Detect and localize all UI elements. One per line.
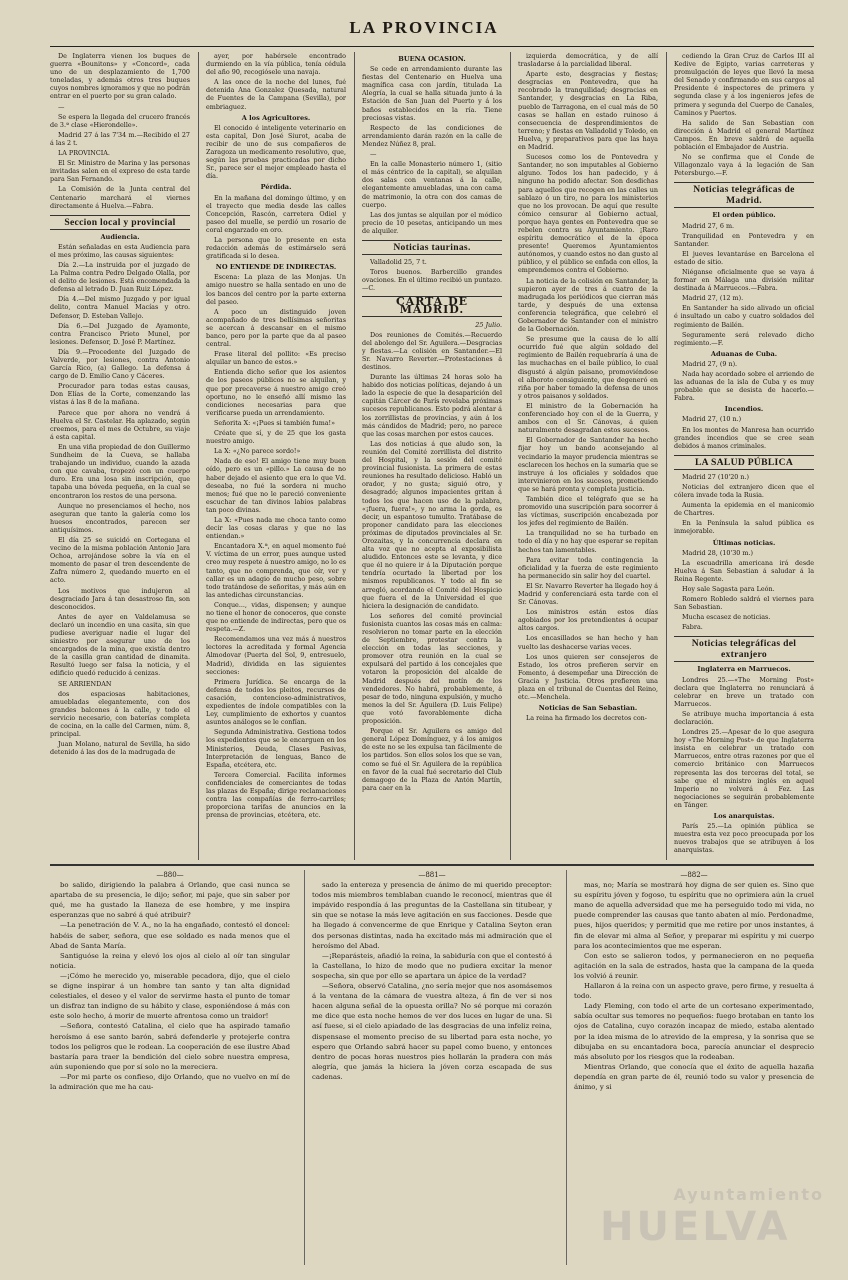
article-paragraph: El día 25 se suicidó en Cortegana el vecino de la misma población Antonio Jara Ochoa, arrojándose sobre la vía en el momento de pasar el tren descendente de Zafra número 2, quedando muerto en el acto. xyxy=(50,535,190,585)
feuilleton-divider xyxy=(566,870,567,1265)
article-paragraph: Madrid 27, (12 m). xyxy=(682,294,744,303)
article-paragraph: Lady Fleming, con todo el arte de un cortesano experimentado, sabía ocultar sus temores no pequeños: fuego brotaban en tanto los ojos de Catalina, cuyo corazón incapaz de miedo, estaba alentado por la idea misma de lo atrevido de la empresa, y la sonrisa que se dibujaba en su encantadora boca, parecía anunciar el desprecio más absoluto por los riesgos que la rodeaban. xyxy=(574,1002,814,1061)
article-paragraph: Mientras Orlando, que conocía que el éxito de aquella hazaña dependía en gran parte de él, reunió todo su valor y presencia de ánimo, y si xyxy=(574,1062,814,1091)
article-paragraph: Madrid 27 (10'20 n.) xyxy=(682,472,750,481)
article-paragraph: sado la entereza y presencia de ánimo de mi querido preceptor: todos mis miembros temblaban cuando le reconocí, mientras que él impávido respondía á las preguntas de la Castellana sin titubear, y sin que se notase la más leve agitación en sus facciones. Desde que ha llegado á convencerme de que Enrique y Catalina Seyton eran dos personas distintas, nada ha excitado más mi admiración que el heroísmo del Abad. xyxy=(312,881,552,950)
article-paragraph: Se espera la llegada del crucero francés de 3.ª clase «Hierondelle». xyxy=(50,112,190,129)
article-paragraph: En la calle Monasterio número 1, (sitio el más céntrico de la capital), se alquilan dos salas con ventanas á la calle, elegantemente amuebladas, una con cama de matrimonio, la otra con dos camas de cuerpo. xyxy=(362,160,502,209)
article-paragraph: Sucesos como los de Pontevedra y Santander, no son imputables al Gobierno alguno. Todos los han padecido, y á ninguno ha podido afectar. Son desdichas para aquellos que recogen en las calles un sablazo ó un tiro, no para los ministerios que no los provocan. De aquí que resulte cómico censurar al Gobierno actual, porque haya gentes en Pontevedra que se rebelen contra su Ayuntamiento. ¡Raro espíritu democrático el de la época presente! Queremos Ayuntamientos autónomos, y cuando estos no dan gusto al público, y el público se enfada con ellos, la emprendemos contra el Gobierno. xyxy=(518,153,658,275)
article-paragraph: Hoy sale Sagasta para León. xyxy=(682,584,775,593)
subsection-title: Incendios. xyxy=(724,405,764,414)
article-paragraph: Antes de ayer en Valdelamusa se declaró un incendio en una casita, sin que pudiese averiguar nadie el lugar del siniestro por asegurar uno de los encargados de la mina, que existía dentro de la casilla gran cantidad de dinamita. Resultó luego ser falsa la noticia, y el edificio quedó reducido á cenizas. xyxy=(50,612,190,678)
article-paragraph: Segunda Administrativa. Gestiona todos los expedientes que se le encarguen en los Ministerios, Deuda, Clases Pasivas, Interpretación de lenguas, Banco de España, etcétera, etc. xyxy=(206,728,346,769)
article-paragraph: Valladolid 25, 7 t. xyxy=(370,257,427,266)
article-paragraph: Tercera Comercial. Facilita informes confidenciales de comerciantes de todas las plazas de España; dirige reclamaciones contra las compañías de ferro-carriles; proporciona tarifas de anuncios en la prensa de provincias, etcétera, etc. xyxy=(206,770,346,820)
article-paragraph: París 25.—La opinión pública se muestra esta vez poco preocupada por los nuevos trabajos que se atribuyen á los anarquistas. xyxy=(674,822,814,855)
article-paragraph: Se cede en arrendamiento durante las fiestas del Centenario en Huelva una magnífica casa con jardín, titulada La Alegría, la cual se halla situada junto á la Estación de San Juan del Puerto y á los baños establecidos en la ría. Tiene preciosas vistas. xyxy=(362,65,502,122)
article-paragraph: Juan Molano, natural de Sevilla, ha sido detenido á las dos de la madrugada de xyxy=(50,740,190,757)
column-divider xyxy=(510,52,511,860)
subsection-title: A los Agricultores. xyxy=(241,113,311,122)
article-paragraph: Durante las últimas 24 horas solo ha habido dos noticias políticas, dejando á un lado la especie de que la desaparición del capitán Cárcer de París revelaba próximas sucesos republicanos. Esto podrá alentar á los zorrillistas de provincias, y aún á los más cándidos de Madrid; pero, no parece que las cosas marchen por estos cauces. xyxy=(362,373,502,438)
subsection-title: Pérdida. xyxy=(260,183,292,192)
summary-line: Dos reuniones de Comités.—Recuerdo del abolengo del Sr. Aguilera.—Desgracias y fiestas.—La colisión en Santander.—El Sr. Navarro Reverter.—Protestaciones á destinos. xyxy=(362,330,502,371)
article-paragraph: La X: «Pues nada me choca tanto como decir las cosas claras y que no las entiendan.» xyxy=(206,515,346,541)
feuilleton-column-1 xyxy=(50,870,290,1265)
subsection-title: Los anarquistas. xyxy=(713,812,775,821)
subsection-title: BUENA OCASION. xyxy=(398,55,466,63)
article-paragraph: En los montes de Manresa han ocurrido grandes incendios que se cree sean debidos á manos criminales. xyxy=(674,425,814,450)
section-title: Noticias taurinas. xyxy=(362,240,502,255)
article-paragraph: bo salido, dirigiendo la palabra á Orlando, que casi nunca se apartaba de su presencia, le dijo; señor, mi paje, que sin saber por qué, me ha gustado la llaneza de ese hombre, y me inspira esperanzas que no sabré á qué atribuir? xyxy=(50,881,290,920)
article-paragraph: El ministro de la Gobernación ha conferenciado hoy con el de la Guerra, y ambos con el Sr. Cánovas, á quien naturalmente desagradan estos sucesos. xyxy=(518,401,658,435)
article-paragraph: Se atribuye mucha importancia á esta declaración. xyxy=(674,709,814,726)
article-paragraph: A las once de la noche del lunes, fué detenida Ana Gonzalez Quesada, natural de Fuentes de la Campana (Sevilla), por embriaguez. xyxy=(206,78,346,111)
article-paragraph: Aumenta la epidemia en el manicomio de Chartres. xyxy=(674,501,814,518)
article-paragraph: Mucha escasez de noticias. xyxy=(682,613,771,622)
article-paragraph: Con esto se salieron todos, y permanecieron en no pequeña agitación en la sala de estrados, hasta que la campana de la queda los volvió á reunir. xyxy=(574,951,814,980)
article-paragraph: Señorita X: «¡Pues si también fuma!» xyxy=(214,418,336,427)
news-columns xyxy=(50,52,814,860)
article-paragraph: Día 4.—Del mismo Juzgado y por igual delito, contra Manuel Macías y otro. Defensor, D. Esteban Vallejo. xyxy=(50,295,190,320)
article-paragraph: dos espaciosas habitaciones, amuebladas elegantemente, con dos grandes balcones á la calle, y todo el servicio necesario, con baterías completa de cocina, en la calle del Carmen, núm. 8, principal. xyxy=(50,689,190,739)
feuilleton-column-2 xyxy=(312,870,552,1265)
page-number: —880— xyxy=(156,871,184,879)
column-5 xyxy=(674,52,814,860)
page-number: —881— xyxy=(418,871,446,879)
subsection-title: El orden público. xyxy=(712,211,776,220)
article-paragraph: La reina ha firmado los decretos con- xyxy=(526,714,647,723)
article-paragraph: En Santander ha sido alivado un oficial é insultado un cabo y cuatro soldados del regimiento de Bailén. xyxy=(674,304,814,329)
article-paragraph: Toros buenos. Barbercillo grandes ovaciones. En el último recibió un puntazo.—C. xyxy=(362,268,502,293)
article-paragraph: La X: «¿No parece sordo!» xyxy=(214,447,301,456)
article-paragraph: Entienda dicho señor que los asientos de los paseos públicos no se alquilan, y que por precaverse á nuestro amigo creó oportuno, no le enseñó allí mismo las condiciones necesarias para que verificarse pueda un arrendamiento. xyxy=(206,368,346,417)
article-paragraph: —¡Cómo he merecido yo, miserable pecadora, dijo, que el cielo se digne inspirar á un hombre tan santo y tan alta dignidad celestiales, el deseo y el valor de servirme hasta el punto de tomar un disfraz tan indigno de su hábito y clase, esponiéndose á más con este solo hecho, á morir de muerte afrentosa como un traidor! xyxy=(50,971,290,1021)
column-divider xyxy=(354,52,355,860)
subsection-title: Audiencia. xyxy=(100,232,140,241)
article-paragraph: A poco un distinguido joven acompañado de tres bellísimas señoritas se acercan á descansar en el mismo banco, pero por la parte que da al paseo central. xyxy=(206,307,346,349)
subsection-title: Noticias de San Sebastian. xyxy=(538,704,638,713)
article-paragraph: El conocido é inteligente veterinario en esta capital, Don José Siurot, acaba de recibir de uno de sus compañeros de Zaragoza un medicamento resolutivo, que, según las pruebas practicadas por dicho Sr., parece ser el mejor empleado hasta el día. xyxy=(206,123,346,181)
article-paragraph: Madrid 28, (10'30 m.) xyxy=(682,548,753,557)
article-paragraph: En una viña propiedad de don Guillermo Sundheim de la Cueva, se hallaba trabajando un individuo, cuando la azada con que cavaba, tropezó con un cuerpo duro. Era una losa sin inscripción, que tapaba una bóveda pequeña, en la cual se encontraron los restos de una persona. xyxy=(50,442,190,500)
article-paragraph: cediendo la Gran Cruz de Carlos III al Kedive de Egipto, varias carreteras y promulgación de leyes que llevó la mesa del Senado y confirmando en sus cargos al Presidente é inspectores de primera y segunda clase y á los ingenieros jefes de primera y segunda del Cuerpo de Canales, Caminos y Puertos. xyxy=(674,52,814,117)
masthead-rule xyxy=(50,46,814,47)
article-paragraph: Ha salido de San Sebastian con dirección á Madrid el general Martínez Campos. En breve saldrá de aquella población el Embajador de Austria. xyxy=(674,118,814,152)
column-1 xyxy=(50,52,190,860)
article-paragraph: Madrid 27, (9 n). xyxy=(682,359,738,368)
watermark-small: Ayuntamiento xyxy=(673,1185,824,1204)
article-paragraph: Aunque no presenciamos el hecho, nos aseguran que tanto la galería como los huesos encontrados, parecen ser antiquísimos. xyxy=(50,501,190,534)
section-title: Seccion local y provincial xyxy=(50,215,190,230)
article-paragraph: En la mañana del domingo último, y en el trayecto que media desde las calles Concepción, Rascón, carretera Odiel y paseo del muelle, se perdió un rosario de coral engarzado en oro. xyxy=(206,193,346,234)
column-4 xyxy=(518,52,658,860)
column-divider xyxy=(666,52,667,860)
section-title: CARTA DE MADRID. xyxy=(362,296,502,316)
article-paragraph: Día 2.—La instruida por el juzgado de La Palma contra Pedro Delgado Olalla, por el delito de lesiones. Está encomendada la defensa al letrado D. Juan Ruiz López. xyxy=(50,260,190,294)
article-paragraph: mas, no; María se mostrará hoy digna de ser quien es. Sino que su espíritu jóven y fogoso, tu espíritu que no oprimiera aún la cruel mano de aquella adversidad que me ha perseguido todo mi vida, no puede comprender las causas que tanto abaten al mío. Perdonadme, pues, hijos queridos; y permitid que me retire por unos instantes, á fin de elevar mi alma al Señor, y preparar mi espíritu y mi cuerpo para los acontecimientos que me esperan. xyxy=(574,881,814,950)
article-paragraph: — xyxy=(58,102,65,111)
article-paragraph: Londres 25.—«The Morning Post» declara que Inglaterra no renunciará á celebrar en breve un tratado con Marruecos. xyxy=(674,675,814,708)
article-paragraph: Los ministros están estos días agobiados por los pretendientes á ocupar altos cargos. xyxy=(518,608,658,633)
article-paragraph: Los unos quieren ser consejeros de Estado, los otros prefieren servir en Fomento, á desempeñar una Dirección de Gracia y Justicia. Otros prefieren una plaza en el tribunal de Cuentas del Reino, etc.—Menchela. xyxy=(518,652,658,702)
archive-watermark xyxy=(600,1185,830,1265)
article-paragraph: ayer, por habérsele encontrado durmiendo en la vía pública, tenía cédula del año 90, recogiósele una navaja. xyxy=(206,52,346,77)
article-paragraph: — xyxy=(370,150,377,159)
article-paragraph: —La penetración de V. A., no la ha engañado, contestó el doncel: habéis de saber, señora, que ese soldado es nada menos que el Abad de Santa María. xyxy=(50,921,290,950)
article-paragraph: Seguramente será relevado dicho regimiento.—F. xyxy=(674,330,814,347)
article-paragraph: Los encasillados se han hecho y han vuelto las deshacerse varias veces. xyxy=(518,634,658,651)
article-paragraph: No se confirma que el Conde de Villagonzalo vaya á la legación de San Petersburgo.—F. xyxy=(674,153,814,178)
article-paragraph: El jueves levantaráse en Barcelona el estado de sitio. xyxy=(674,249,814,266)
article-paragraph: La Comisión de la Junta central del Centenario marchará el viernes directamente á Huelva.—Fabra. xyxy=(50,185,190,210)
article-paragraph: Respecto de las condiciones de arrendamiento darán razón en la calle de Mendez Núñez 8, pral. xyxy=(362,123,502,148)
article-paragraph: La escuadrilla americana irá desde Huelva á San Sebastian á saludar á la Reina Regente. xyxy=(674,558,814,583)
section-title: Noticias telegráficas de Madrid. xyxy=(674,182,814,208)
article-paragraph: Londres 25.—Apesar de lo que asegura hoy «The Morning Post» de que Inglaterra insista en celebrar un tratado con Marruecos, entre otras razones por que el comercio británico con Marruecos representa las dos terceras del total, se sabe que el ministro inglés en aquel Imperio no volverá á Fez. Las negociaciones se seguirán probablemente en Tánger. xyxy=(674,728,814,809)
article-paragraph: Madrid 27, 6 m. xyxy=(682,221,735,230)
article-paragraph: Créate que sí, y de 25 que los gasta nuestro amigo. xyxy=(206,429,346,446)
article-paragraph: Romero Robledo saldrá el viernes para San Sebastian. xyxy=(674,595,814,612)
subsection-title: Últimas noticias. xyxy=(712,538,776,547)
page-number: —882— xyxy=(680,871,708,879)
article-paragraph: Noticias del extranjero dicen que el cólera invade toda la Rusia. xyxy=(674,482,814,500)
section-title: LA SALUD PÚBLICA xyxy=(674,455,814,470)
article-paragraph: Madrid 27, (10 n.) xyxy=(682,415,742,424)
article-paragraph: Se presume que la causa de lo allí ocurrido fué que algún soldado del regimiento de Bailén requebraría á una de las muchachas en el baile público, lo cual disgustó á algún paisano, promoviéndose el alboroto consiguiente, que degeneró en riña por haber tomado la defensa de unos y otros paisanos y soldados. xyxy=(518,335,658,400)
article-paragraph: Fabra. xyxy=(682,623,703,632)
article-paragraph: De Inglaterra vienen los buques de guerra «Bounitons» y «Concord», cada uno de un desplazamiento de 1,700 toneladas, y además otros tres buques cuyos nombres ignoramos y que no podrán entrar en el puerto por su gran calado. xyxy=(50,52,190,101)
article-paragraph: —¡Reparásteis, añadió la reina, la sabiduría con que el contestó á la Castellana, lo hizo de modo que no pudiera excitar la menor sospecha, sin que por ello se apartara un ápice de la verdad? xyxy=(312,951,552,980)
article-paragraph: Las dos juntas se alquilan por el módico precio de 10 pesetas, anticipando un mes de alquiler. xyxy=(362,210,502,235)
section-title: Noticias telegráficas del extranjero xyxy=(674,636,814,662)
article-paragraph: Para evitar toda contingencia la oficialidad y la fuerza de este regimiento ha permanecido sin salir hoy del cuartel. xyxy=(518,555,658,580)
article-paragraph: —Señora, contestó Catalina, el cielo que ha aspirado tamaño heroísmo á ese santo barón, sabrá defenderle y protejerle contra todos los peligros que le rodean. La cooperación de ese ilustre Abad bastaría para traer la bendición del cielo sobre nuestra empresa, aún suponiendo que por sí solo no la mereciera. xyxy=(50,1022,290,1071)
feuilleton-rule xyxy=(50,864,814,866)
subsection-title: Inglaterra en Marruecos. xyxy=(697,665,791,674)
article-paragraph: SE ARRIENDAN xyxy=(58,679,112,688)
article-paragraph: Nada de eso! El amigo tiene muy buen oído, pero es un «pillo.» La causa de no haber dejado el asiento que era lo que Vd. deseaba, no fué la sordera ni mucho menos; fué que no le pareció conveniente escuchar de tan divinos labios palabras tan poco divinas. xyxy=(206,457,346,514)
article-paragraph: También dice el telégrafo que se ha promovido una suscripción para socorrer á las víctimas, suscripción encabezada por los jefes del regimiento de Bailén. xyxy=(518,494,658,528)
article-paragraph: izquierda democrática, y de allí trasladarse á la parcialidad liberal. xyxy=(518,52,658,69)
article-paragraph: Recomendamos una vez más á nuestros lectores la acreditada y formal Agencia Almodovar (Puerta del Sol, 9, entresuelo, Madrid), dividida en las siguientes secciones: xyxy=(206,635,346,676)
column-2 xyxy=(206,52,346,860)
article-paragraph: Día 6.—Del Juzgado de Ayamonte, contra Francisco Prieto Munel, por lesiones. Defensor, D. José P. Martínez. xyxy=(50,321,190,346)
article-paragraph: Las dos noticias á que aludo son, la reunión del Comité zorrillista del distrito del Hospital, y la sesión del comité provincial fusionista. La primera de estas reuniones ha resultado delicioso. Habló un orador, y no gusta; siguió otro, y desagradó; algunos impacientes gritan á todos los que hacen uso de la palabra, «¡fuera, fuera!», y no arma la gorda, es decir, un espantoso tumulto. Tratábase de proponer candidato para las elecciones próximas de diputados provinciales al Sr. Orozaitas, y la concurrencia declara en alta voz que no acepta al exposibilista aludido. Entonces este se levanta, y dice que él no quiere ir á la Diputación porque tendría ocurtado la libertad por los mismos republicanos. Y todo al fin se arregló, acordando el Comité del Hospicio que fuera el de la Universidad el que hiciera la designación de candidato. xyxy=(362,439,502,610)
article-paragraph: Niéganse oficialmente que se vaya á formar en Málaga una división militar destinada á Marruecos.—Fabra. xyxy=(674,267,814,293)
article-paragraph: La noticia de la colisión en Santander, la supieron ayer de tres á cuatro de la madrugada los periódicos que cierran más tarde, y después de una extensa conferencia telegráfica, que celebró el Gobernador de Santander con el ministro de la Gobernación. xyxy=(518,276,658,334)
article-paragraph: Conque..., vidas, dispensen; y aunque no tiene el honor de conoceros, que conste que no entiende de indirectas, pero que os respeta.—Z. xyxy=(206,600,346,634)
article-paragraph: LA PROVINCIA. xyxy=(58,149,110,158)
article-paragraph: El Sr. Navarro Reverter ha llegado hoy á Madrid y conferenciará esta tarde con el Sr. Cánovas. xyxy=(518,581,658,607)
article-paragraph: Procurador para todas estas causas, Don Elías de la Corte, comenzando las vistas á las 8 de la mañana. xyxy=(50,382,190,407)
article-paragraph: Parece que por ahora no vendrá á Huelva el Sr. Castelar. Ha aplazado, según creemos, para el mes de Octubre, su viaje á esta capital. xyxy=(50,408,190,441)
column-3 xyxy=(362,52,502,860)
article-paragraph: Tranquilidad en Pontevedra y en Santander. xyxy=(674,231,814,248)
article-paragraph: Hallaron á la reina con un aspecto grave, pero firme, y resuelta á todo. xyxy=(574,982,814,1001)
column-divider xyxy=(198,52,199,860)
article-paragraph: Nada hay acordado sobre el arriendo de las aduanas de la isla de Cuba y es muy probable que se desista de hacerlo.—Fabra. xyxy=(674,370,814,403)
article-paragraph: Los señores del comité provincial fusionista cuantos las cosas más en calma: resolvieron no tomar parte en la elección de Septiembre, protestar contra la elección en todas las secciones, y promover otra reunión en la cual se expulsará del partido á los concejales que votaron la proposición del alcalde de Madrid después del motín de los vendedores. No habrá, probablemente, á pesar de todo, ninguna expulsión, y mucho menos la del Sr. Aguilera (D. Luis Felipe) que votó favorablemente dicha proposición. xyxy=(362,611,502,726)
article-paragraph: Están señaladas en esta Audiencia para el mes próximo, las causas siguientes: xyxy=(50,242,190,259)
article-paragraph: El Sr. Ministro de Marina y las personas invitadas salen en el expreso de esta tarde para San Fernando. xyxy=(50,159,190,184)
article-paragraph: Encantadora X.ª, en aquel momento fué V. víctima de un error, pues aunque usted creo muy respete á nuestro amigo, no lo es tanto, que no comprenda, que oír, ver y callar es un adagio de mucho peso, sobre todo tratándose de señoritas, y más aún en las antedichas circunstancias. xyxy=(206,542,346,599)
article-paragraph: En la Península la salud pública es inmejorable. xyxy=(674,519,814,536)
article-paragraph: La persona que lo presente en esta redacción además de estimárselo será gratificada si lo desea. xyxy=(206,235,346,261)
article-paragraph: —Señora, observó Catalina, ¿no sería mejor que nos asomásemos á la ventana de la cámara de vuestra alteza, á fin de ver si nos hacen alguna señal de la opuesta orilla? No sé porque mi corazón me dice que esta noche hemos de ver dos luces en lugar de una. Si así fuese, si el cielo apiadado de las desgracias de una infeliz reina, dispensase el momento preciso de su libertad para esta noche, yo espero que Orlando sabrá hacer su papel como bueno, y entonces dentro de pocas horas nuestros pies hollarán la pradera con más alegría, que jamás la hiciera la jóven corza escapada de sus cadenas. xyxy=(312,982,552,1081)
article-paragraph: La tranquilidad no se ha turbado en todo el día y no hay que esperar se repitan hechos tan lamentables. xyxy=(518,529,658,554)
article-paragraph: Primera Jurídica. Se encarga de la defensa de todos los pleitos, recursos de casación, contencioso-administrativos, expedientes de índole compatibles con la Ley, cumplimiento de exhortos y cuantos asuntos análogos se le confían. xyxy=(206,677,346,727)
dateline: 25 Julio. xyxy=(475,320,502,329)
article-paragraph: Porque el Sr. Aguilera es amigo del general López Domínguez, y á los amigos de este no se les expulsa tan fácilmente de los partidos. Son ellos solos los que se van, como se fué el Sr. Aguilera de la república en favor de la cual fué secretario del Club demagogo de la Plaza de Antón Martín, para caer en la xyxy=(362,727,502,792)
article-paragraph: Frase literal del pollito: «Es preciso alquilar un banco de estos.» xyxy=(206,350,346,367)
article-paragraph: Escena: La plaza de las Monjas. Un amigo nuestro se halla sentado en uno de los bancos del centro por la parte externa del paseo. xyxy=(206,273,346,306)
article-paragraph: —Por mi parte os confieso, dijo Orlando, que no vuelvo en mí de la admiración que me ha cau- xyxy=(50,1072,290,1091)
feuilleton-divider xyxy=(304,870,305,1265)
masthead: LA PROVINCIA xyxy=(349,18,499,37)
article-paragraph: El Gobernador de Santander ha hecho fijar hoy un bando aconsejando al vecindario la mayor prudencia mientras se esclarecen los hechos en la sumaria que se instruye á los oficiales y soldados que intervinieron en los sucesos, prometiendo que se hará pronta y completa justicia. xyxy=(518,436,658,493)
article-paragraph: Santiguóse la reina y elevó los ojos al cielo al oír tan singular noticia. xyxy=(50,951,290,970)
article-paragraph: Los motivos que indujeron al desgraciado Jara á tan desastroso fin, son desconocidos. xyxy=(50,586,190,611)
article-paragraph: Día 9.—Procedente del Juzgado de Valverde, por lesiones, contra Antonio García Rico, (a) Gallego. La defensa á cargo de D. Emilio Cano y Cáceres. xyxy=(50,347,190,381)
watermark-big: HUELVA xyxy=(600,1204,791,1250)
article-paragraph: Madrid 27 á las 7'34 m.—Recibido el 27 á las 2 t. xyxy=(50,130,190,147)
subsection-title: NO ENTIENDE DE INDIRECTAS. xyxy=(215,263,337,272)
article-paragraph: Aparte esto, desgracias y fiestas; desgracias en Pontevedra, que ha recobrado la tranquilidad; desgracias en Santander, y desgracias en La Riba, pueblo de Tarragona, en el cual más de 50 casas se hallan en estado ruinoso á consecuencia de desprendimientos de terreno; y fiestas en Valladolid y Toledo, en Huelva, y preparativos para que las haya en Madrid. xyxy=(518,70,658,152)
subsection-title: Aduanas de Cuba. xyxy=(710,349,778,358)
